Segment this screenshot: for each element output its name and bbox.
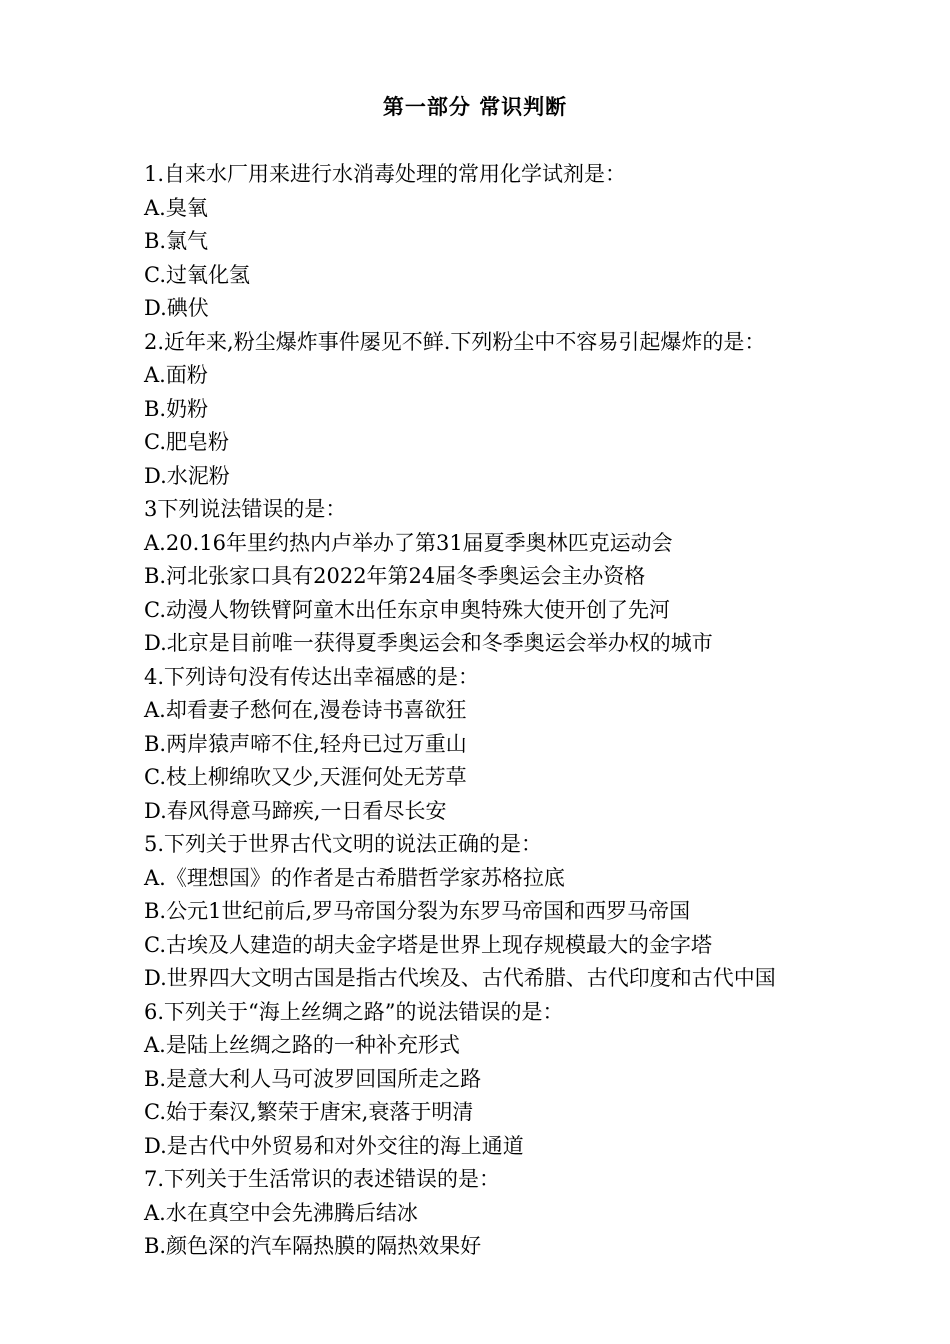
option-a: A.水在真空中会先沸腾后结冰 (144, 1200, 418, 1225)
option-d: D.是古代中外贸易和对外交往的海上通道 (144, 1133, 524, 1158)
question-7 (144, 1163, 924, 1264)
option-a: A.《理想国》的作者是古希腊哲学家苏格拉底 (144, 865, 565, 890)
option-b: B.两岸猿声啼不住,轻舟已过万重山 (144, 731, 467, 756)
page-title: 第一部分 常识判断 (382, 95, 568, 119)
question-stem: 2.近年来,粉尘爆炸事件屡见不鲜.下列粉尘中不容易引起爆炸的是： (144, 329, 766, 354)
option-d: D.碘伏 (144, 296, 209, 320)
question-4 (144, 661, 924, 829)
question-stem: 3下列说法错误的是： (144, 497, 347, 521)
option-d: D.水泥粉 (144, 463, 230, 488)
question-2 (144, 326, 924, 494)
option-b: B.是意大利人马可波罗回国所走之路 (144, 1066, 482, 1091)
option-c: C.古埃及人建造的胡夫金字塔是世界上现存规模最大的金字塔 (144, 932, 712, 957)
question-3 (144, 493, 924, 661)
option-c: C.动漫人物铁臂阿童木出任东京申奥特殊大使开创了先河 (144, 597, 670, 622)
option-c: C.肥皂粉 (144, 430, 229, 454)
question-stem: 6.下列关于“海上丝绸之路”的说法错误的是： (144, 999, 564, 1024)
option-a: A.却看妻子愁何在,漫卷诗书喜欲狂 (144, 698, 467, 722)
option-c: C.过氧化氢 (144, 262, 250, 287)
question-stem: 7.下列关于生活常识的表述错误的是： (144, 1167, 501, 1191)
option-b: B.奶粉 (144, 396, 209, 421)
option-b: B.河北张家口具有2022年第24届冬季奥运会主办资格 (144, 564, 646, 588)
option-b: B.氯气 (144, 229, 209, 253)
question-stem: 1.自来水厂用来进行水消毒处理的常用化学试剂是： (144, 162, 627, 186)
question-stem: 5.下列关于世界古代文明的说法正确的是： (144, 832, 543, 856)
option-c: C.始于秦汉,繁荣于唐宋,衰落于明清 (144, 1100, 474, 1124)
question-stem: 4.下列诗句没有传达出幸福感的是： (144, 664, 480, 689)
option-b: B.公元1世纪前后,罗马帝国分裂为东罗马帝国和西罗马帝国 (144, 899, 691, 923)
option-a: A.臭氧 (144, 195, 208, 220)
option-c: C.枝上柳绵吹又少,天涯何处无芳草 (144, 765, 467, 789)
option-d: D.世界四大文明古国是指古代埃及、古代希腊、古代印度和古代中国 (144, 966, 776, 990)
option-a: A.是陆上丝绸之路的一种补充形式 (144, 1033, 460, 1057)
question-1 (144, 158, 924, 326)
option-d: D.春风得意马蹄疾,一日看尽长安 (144, 798, 447, 823)
question-6 (144, 996, 924, 1164)
question-list (144, 158, 924, 1264)
option-d: D.北京是目前唯一获得夏季奥运会和冬季奥运会举办权的城市 (144, 631, 713, 655)
option-a: A.20.16年里约热内卢举办了第31届夏季奥林匹克运动会 (144, 530, 673, 555)
question-5 (144, 828, 924, 996)
option-b: B.颜色深的汽车隔热膜的隔热效果好 (144, 1234, 482, 1258)
option-a: A.面粉 (144, 363, 208, 387)
